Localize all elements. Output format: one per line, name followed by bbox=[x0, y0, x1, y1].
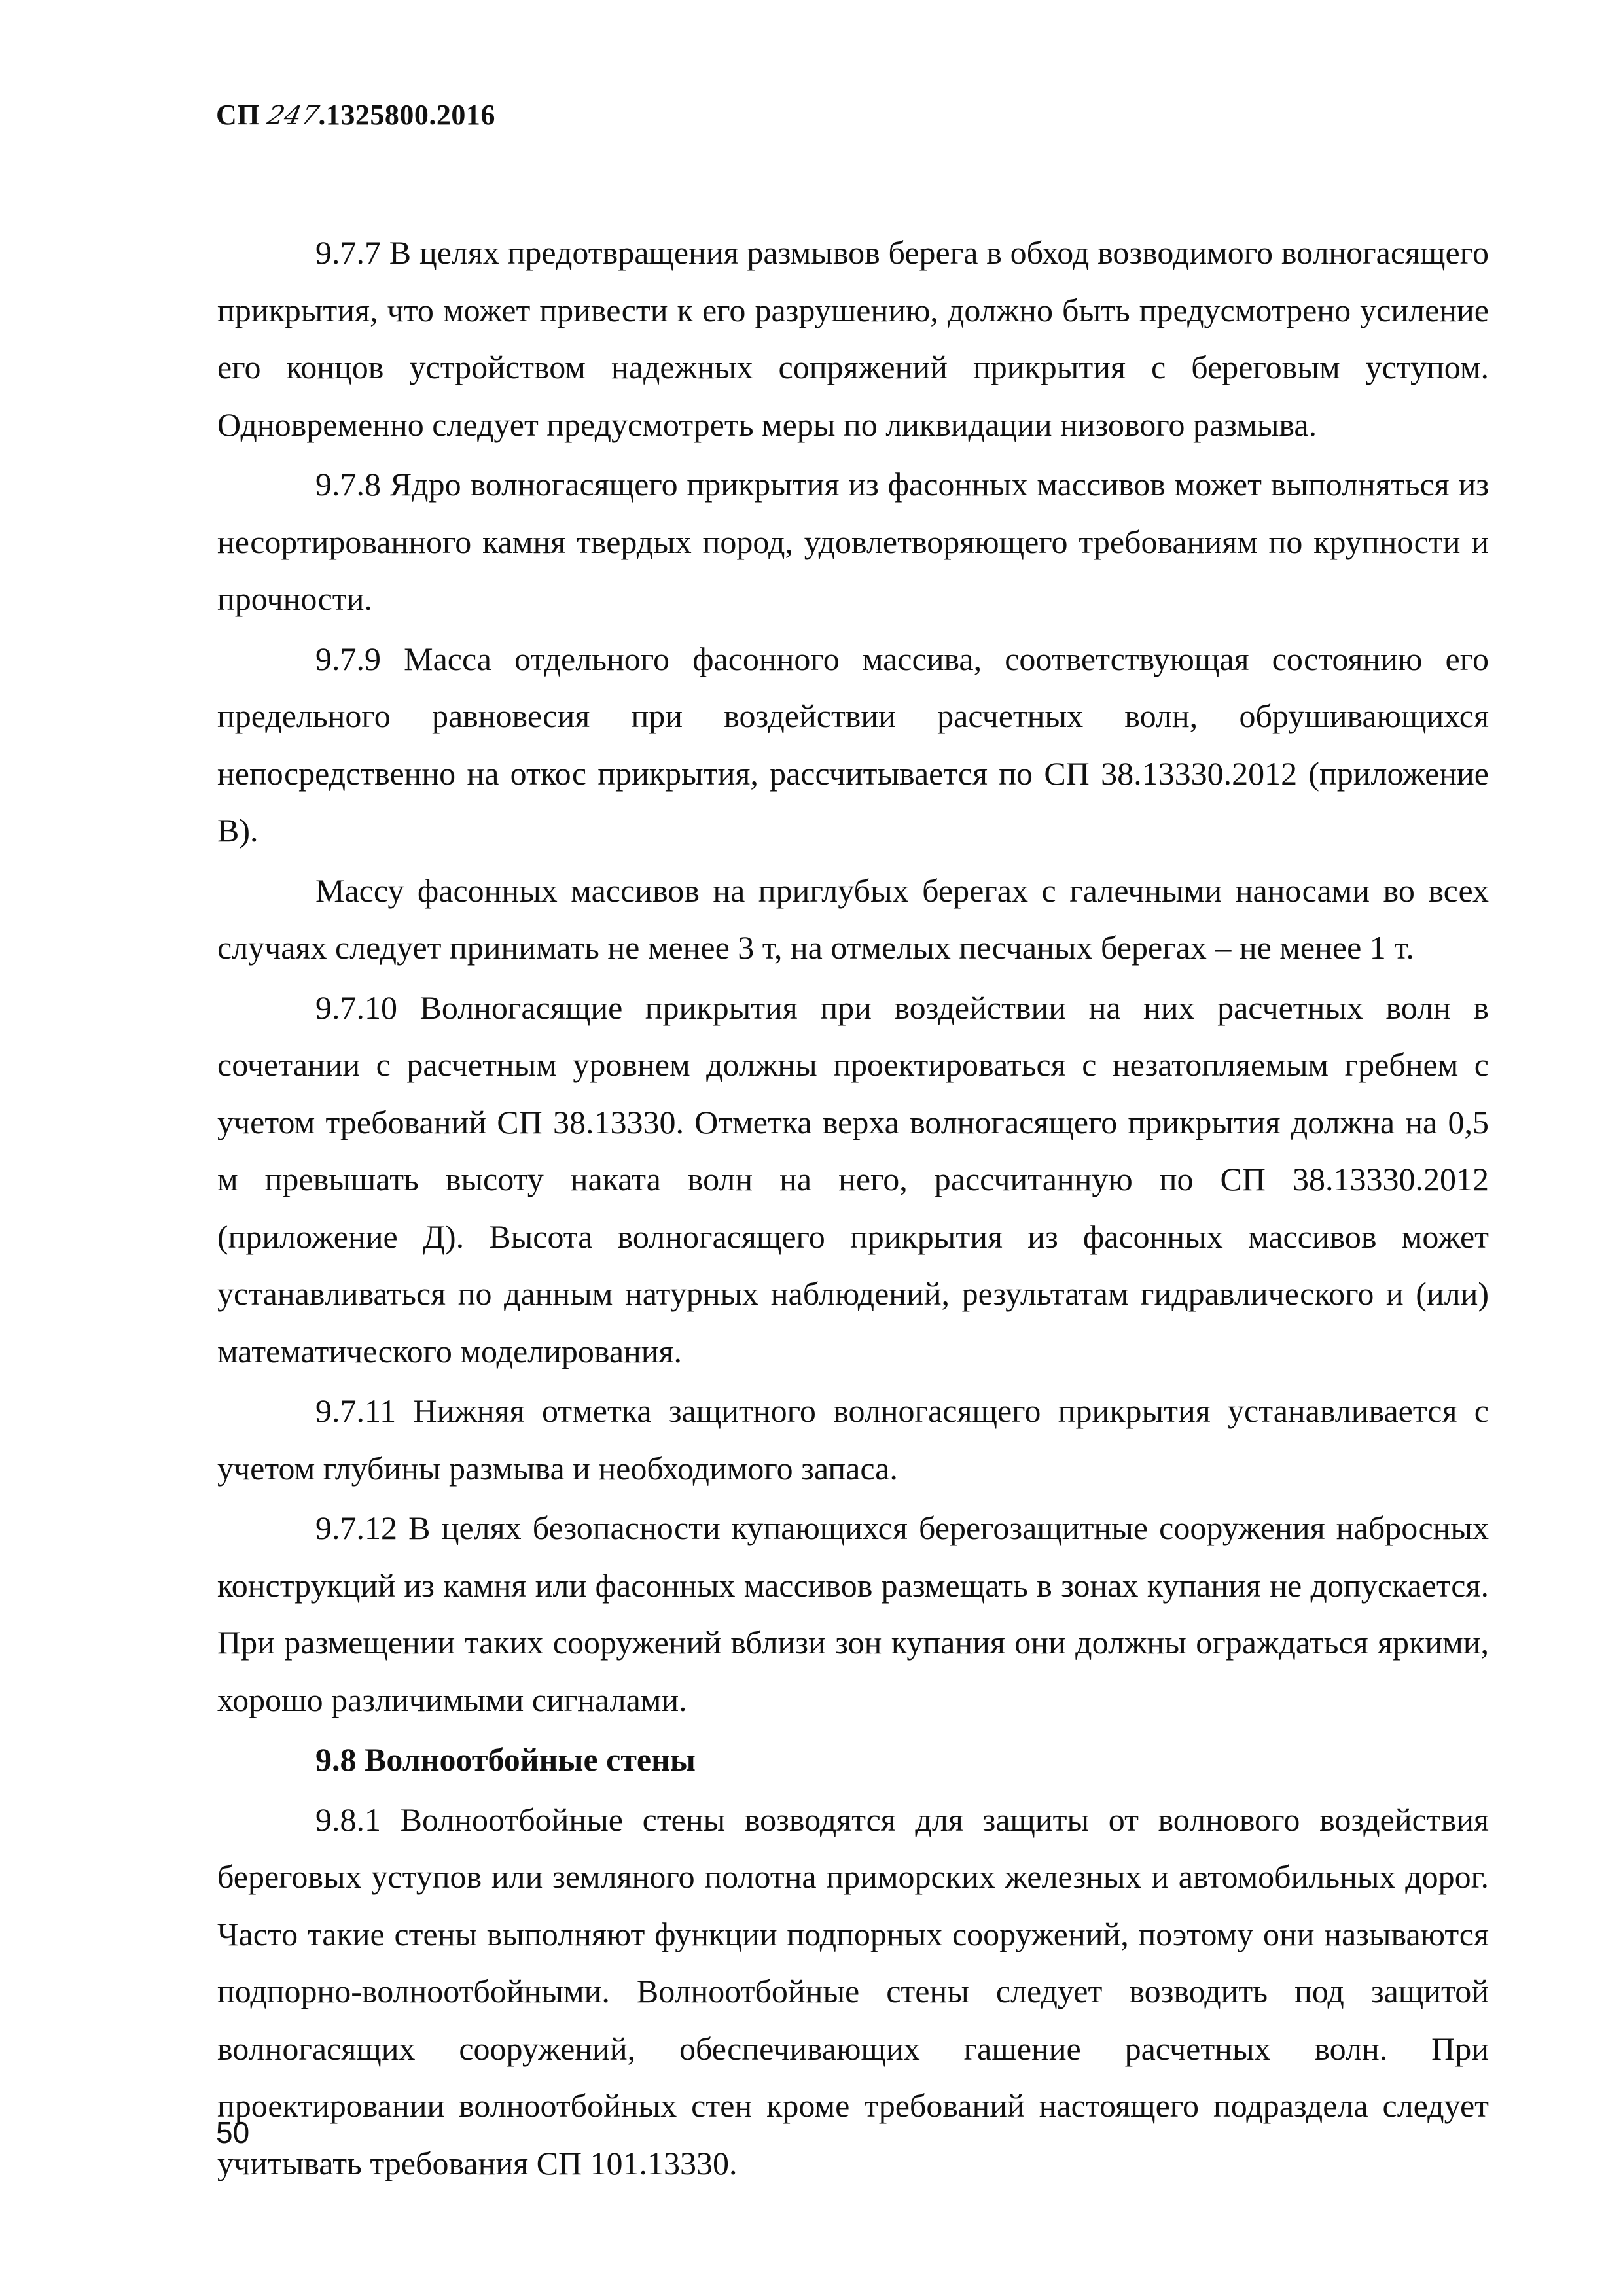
section-heading-9-8: 9.8 Волноотбойные стены bbox=[315, 1741, 696, 1778]
paragraph-9-7-11: 9.7.11 Нижняя отметка защитного волногасящего прикрытия устанавливается с учетом глубины размыва и необходимого запаса. bbox=[217, 1392, 1489, 1487]
paragraph-9-7-9: 9.7.9 Масса отдельного фасонного массива, соответствующая состоянию его предельного равновесия при воздействии расчетных волн, обрушивающихся непосредственно на откос прикрытия, рассчитывается по СП 38.13330.2012 (приложение В). bbox=[217, 640, 1489, 849]
paragraph-mass-requirement: Массу фасонных массивов на приглубых берегах с галечными наносами во всех случаях следует принимать не менее 3 т, на отмелых песчаных берегах – не менее 1 т. bbox=[217, 872, 1489, 966]
header-suffix: .1325800.2016 bbox=[318, 99, 495, 131]
header-handwritten-number: 247 bbox=[264, 101, 322, 131]
page-number: 50 bbox=[216, 2115, 250, 2149]
document-body bbox=[217, 224, 1489, 2195]
paragraph-9-7-10: 9.7.10 Волногасящие прикрытия при воздействии на них расчетных волн в сочетании с расчетным уровнем должны проектироваться с незатопляемым гребнем с учетом требований СП 38.13330. Отметка верха волногасящего прикрытия должна на 0,5 м превышать высоту наката волн на него, рассчитанную по СП 38.13330.2012 (приложение Д). Высота волногасящего прикрытия из фасонных массивов может устанавливаться по данным натурных наблюдений, результатам гидравлического и (или) математического моделирования. bbox=[217, 989, 1489, 1369]
paragraph-9-8-1: 9.8.1 Волноотбойные стены возводятся для защиты от волнового воздействия береговых уступов или земляного полотна приморских железных и автомобильных дорог. Часто такие стены выполняют функции подпорных сооружений, поэтому они называются подпорно-волноотбойными. Волноотбойные стены следует возводить под защитой волногасящих сооружений, обеспечивающих гашение расчетных волн. При проектировании волноотбойных стен кроме требований настоящего подраздела следует учитывать требования СП 101.13330. bbox=[217, 1801, 1489, 2181]
paragraph-9-7-8: 9.7.8 Ядро волногасящего прикрытия из фасонных массивов может выполняться из несортированного камня твердых пород, удовлетворяющего требованиям по крупности и прочности. bbox=[217, 466, 1489, 617]
paragraph-9-7-7: 9.7.7 В целях предотвращения размывов берега в обход возводимого волногасящего прикрытия, что может привести к его разрушению, должно быть предусмотрено усиление его концов устройством надежных сопряжений прикрытия с береговым уступом. Одновременно следует предусмотреть меры по ликвидации низового размыва. bbox=[217, 234, 1489, 443]
header-prefix: СП bbox=[216, 99, 268, 131]
document-header bbox=[216, 98, 495, 132]
paragraph-9-7-12: 9.7.12 В целях безопасности купающихся берегозащитные сооружения набросных конструкций из камня или фасонных массивов размещать в зонах купания не допускается. При размещении таких сооружений вблизи зон купания они должны ограждаться яркими, хорошо различимыми сигналами. bbox=[217, 1510, 1489, 1718]
